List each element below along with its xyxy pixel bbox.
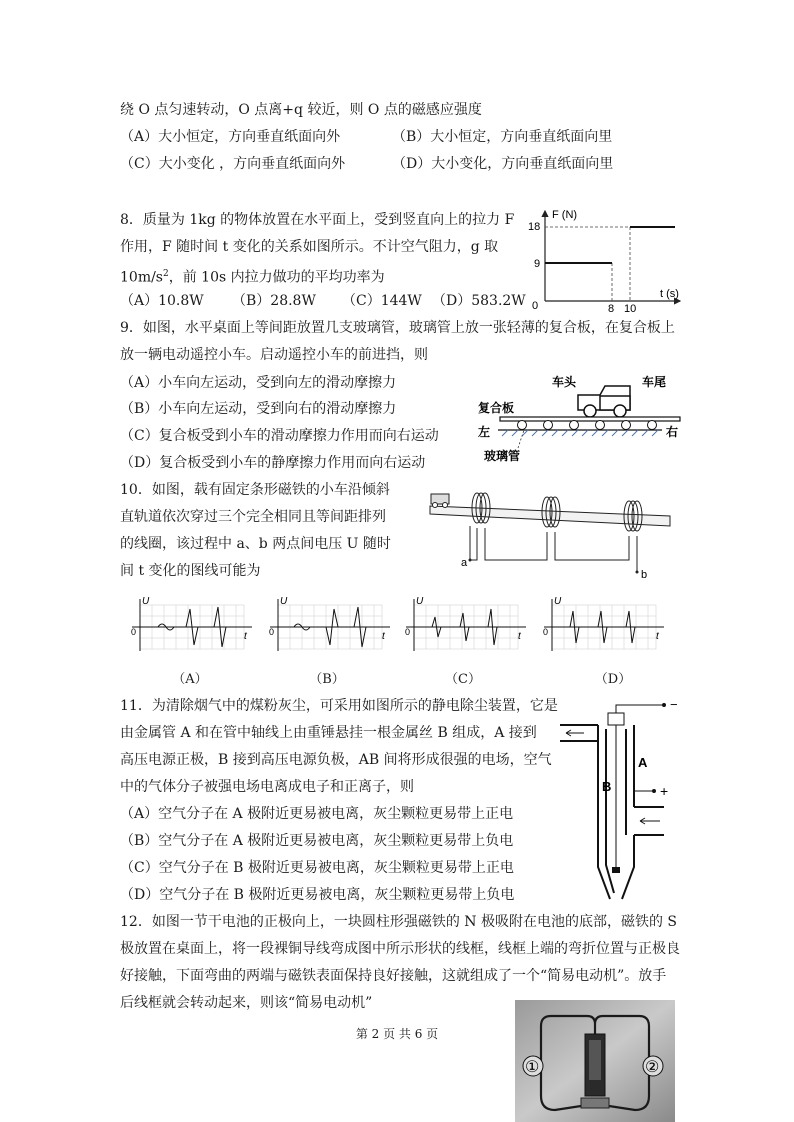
page-footer: 第 2 页 共 6 页 [355,1027,439,1041]
q9-tube [570,421,579,430]
svg-text:0: 0 [543,627,549,637]
svg-text:t: t [244,631,247,642]
q12-line-2: 极放置在桌面上，将一段裸铜导线弯成图中所示形状的线框，线框上端的弯折位置与正极良 [120,941,680,957]
q11-minus-wire [616,705,662,713]
q9-car-figure [470,370,685,470]
q8-option-d: （D）583.2W [432,293,526,309]
q10-graph-a-curve [140,607,244,647]
q7-option-d: （D）大小变化，方向垂直纸面向里 [392,156,614,172]
q7-option-c: （C）大小变化 ，方向垂直纸面向外 [120,156,346,172]
q11-minus-label: − [670,697,678,712]
svg-text:0: 0 [269,627,275,637]
q9-line-2: 放一辆电动遥控小车。启动遥控小车的前进挡，则 [120,347,428,363]
q8-option-a: （A）10.8W [120,293,204,309]
svg-text:U: U [416,596,424,607]
q9-tube-pointer [518,430,524,448]
q12-line-4: 后线框就会转动起来，则该“简易电动机” [120,995,373,1011]
q9-table-hatch [502,430,658,436]
q10-line-4: 间 t 变化的图线可能为 [120,563,261,579]
q9-tube [518,421,527,430]
q9-label-tail: 车尾 [642,375,667,389]
svg-text:t: t [382,631,385,642]
q9-label-board: 复合板 [478,401,515,415]
q8-line-3: $10m/s^2$，前 10s 内拉力做功的平均功率为 [120,269,385,286]
q9-option-d: （D）复合板受到小车的静摩擦力作用而向右运动 [120,455,426,471]
q9-car-wheel-rear [614,405,626,417]
q10-label-a: a [461,557,468,569]
q10-graph-label-b: （B） [309,672,345,687]
q12-magnet [581,1098,609,1108]
q8-option-b: （B）28.8W [232,293,316,309]
q9-tube [544,421,553,430]
q9-label-tube: 玻璃管 [484,449,521,463]
q11-outlet-arrow [566,730,584,736]
q11-option-b: （B）空气分子在 A 极附近更易被电离，灰尘颗粒更易带上负电 [120,833,514,849]
q11-inlet-arrow [640,818,660,824]
q10-graph-label-c: （C） [445,672,481,687]
q12-label-1: ① [525,1059,540,1076]
q8-ytick-9: 9 [534,258,541,270]
q8-xtick-10: 10 [624,303,637,315]
q9-tube [648,421,657,430]
q11-line-4: 中的气体分子被强电场电离成电子和正离子，则 [120,779,414,795]
q10-graph-label-a: （A） [172,672,208,687]
q8-xlabel: t (s) [660,288,679,300]
q10-label-b: b [641,569,648,581]
q11-option-a: （A）空气分子在 A 极附近更易被电离，灰尘颗粒更易带上正电 [120,806,514,822]
q11-line-1: 11．为清除烟气中的煤粉灰尘，可采用如图所示的静电除尘装置，它是 [120,698,558,714]
q9-tube [596,421,605,430]
q8-force-time-graph [520,205,685,315]
q8-line-1: 8．质量为 1kg 的物体放置在水平面上，受到竖直向上的拉力 F [120,212,515,228]
q9-line-1: 9．如图，水平桌面上等间距放置几支玻璃管，玻璃管上放一张轻薄的复合板，在复合板上 [120,320,675,336]
svg-text:0: 0 [405,627,411,637]
q8-option-c: （C）144W [342,293,422,309]
q8-xtick-8: 8 [608,303,615,315]
svg-text:0: 0 [131,627,137,637]
svg-text:U: U [142,596,150,607]
q11-line-2: 由金属管 A 和在管中轴线上由重锤悬挂一根金属丝 B 组成，A 接到 [120,725,537,741]
svg-text:t: t [656,631,659,642]
q9-tube [622,421,631,430]
q12-label-2: ② [645,1059,660,1076]
q7-text: 绕 O 点匀速转动，O 点离+q 较近，则 O 点的磁感应强度 [120,102,482,118]
q9-option-a: （A）小车向左运动，受到向左的滑动摩擦力 [120,375,397,391]
q11-weight [612,867,620,873]
q11-option-c: （C）空气分子在 B 极附近更易被电离，灰尘颗粒更易带上正电 [120,860,514,876]
q11-option-d: （D）空气分子在 B 极附近更易被电离，灰尘颗粒更易带上负电 [120,887,515,903]
q10-graph-c [402,595,530,657]
q10-graph-d [540,595,668,657]
q12-line-1: 12．如图一节干电池的正极向上，一块圆柱形强磁铁的 N 极吸附在电池的底部，磁铁的 S [120,914,678,930]
q10-line-3: 的线圈，该过程中 a、b 两点间电压 U 随时 [120,536,391,552]
q7-option-a: （A）大小恒定，方向垂直纸面向外 [120,129,341,145]
q9-car-wheel-front [584,405,596,417]
q11-line-3: 高压电源正极，B 接到高压电源负极，AB 间将形成很强的电场，空气 [120,752,552,768]
q12-motor-photo [515,1000,675,1122]
q9-label-left: 左 [478,425,491,439]
q8-ylabel: F (N) [552,209,578,221]
q8-ytick-0: 0 [532,300,539,312]
q12-line-3: 好接触，下面弯曲的两端与磁铁表面保持良好接触，这就组成了一个“简易电动机”。放手 [120,968,667,984]
q10-line-2: 直轨道依次穿过三个完全相同且等间距排列 [120,509,386,525]
q9-label-head: 车头 [552,375,577,389]
q11-insulator [608,713,624,725]
q10-graph-a [128,595,256,657]
q9-option-b: （B）小车向左运动，受到向右的滑动摩擦力 [120,401,397,417]
q9-option-c: （C）复合板受到小车的滑动摩擦力作用而向右运动 [120,428,439,444]
svg-text:t: t [518,631,521,642]
q11-pipe-outer-right [622,725,634,899]
q10-line-1: 10．如图，载有固定条形磁铁的小车沿倾斜 [120,482,390,498]
q9-label-right: 右 [666,425,679,439]
q10-graph-b [266,595,394,657]
q11-label-B: B [602,779,612,794]
q11-plus-label: + [660,783,669,799]
q8-line-2: 作用，F 随时间 t 变化的关系如图所示。不计空气阻力，g 取 [120,239,499,255]
q11-label-A: A [638,755,648,770]
q10-coil-figure [425,488,675,583]
svg-text:U: U [280,596,288,607]
svg-text:U: U [554,596,562,607]
q11-precipitator-figure [560,695,685,910]
q10-wire [470,526,637,572]
q10-graph-label-d: （D） [594,672,632,687]
q7-option-b: （B）大小恒定，方向垂直纸面向里 [392,129,613,145]
q8-ytick-18: 18 [528,221,541,233]
